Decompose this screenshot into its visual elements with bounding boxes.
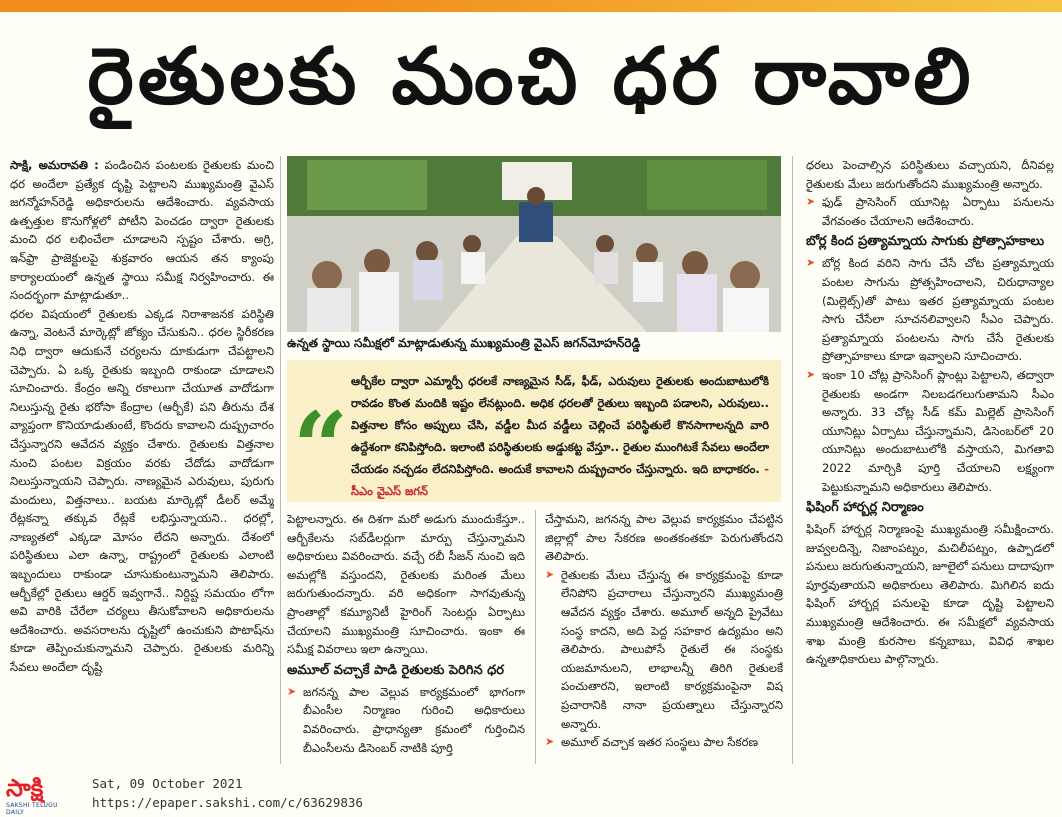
column-divider [792, 156, 793, 764]
footer [0, 768, 1062, 817]
pull-quote-text [351, 370, 769, 502]
column-divider [280, 156, 281, 764]
bullet-item: ➤ అమూల్ వచ్చాక ఇతర సంస్థలు పాల సేకరణ [545, 733, 783, 752]
bullet-item: ➤ ఫుడ్ ప్రాసెసింగ్ యూనిట్ల ఏర్పాటు పనులను వేగవంతం చేయాలని ఆదేశించారు. [806, 193, 1054, 230]
pull-quote-box [287, 360, 781, 502]
bullet-item: ➤ ఇంకా 10 చోట్ల ప్రాసెసింగ్ ప్లాంట్లు పెట్టాలని, తద్వారా రైతులకు అండగా నిలబడగలుగుతామని సీఎం అన్నారు. 33 చోట్ల సీడ్ కమ్ మిల్లెట్ ప్రాసెసింగ్ యూనిట్లు ఏర్పాటు చేస్తున్నామని, డిసెంబర్‌లో 20 యూనిట్లు అందుబాటులోకి వస్తాయని, మిగతావి 2022 మార్చికి పూర్తి చేయాలని లక్ష్యంగా పెట్టుకున్నామని అధికారులు తెలిపారు. [806, 366, 1054, 496]
article-column-4 [806, 156, 1054, 764]
subheading-amul: అమూల్ వచ్చాకే పాడి రైతులకు పెరిగిన ధర [287, 662, 504, 678]
sakshi-logo [6, 774, 64, 816]
column2-paragraph: పెట్టాలన్నారు. ఈ దిశగా మరో అడుగు ముందుకేస్తూ.. ఆర్బీకేలను సబ్‌డీలర్లుగా మార్పు చేస్తున్నామని అధికారులు వివరించారు. వచ్చే రబీ సీజన్ నుంచి ఇది అమల్లోకి వస్తుందని, రైతులకు మరింత మేలు జరుగుతుందన్నారు. వరి అధికంగా సాగవుతున్న ప్రాంతాల్లో కమ్యూనిటీ హైరింగ్ సెంటర్లు ఏర్పాటు చేయాలని ముఖ్యమంత్రి సూచించారు. ఇంకా ఈ సమీక్ష వివరాలు ఇలా ఉన్నాయి. [287, 512, 525, 657]
headline: రైతులకు మంచి ధర రావాలి [87, 32, 975, 122]
column4-paragraph: ఫిషింగ్ హార్బర్ల నిర్మాణంపై ముఖ్యమంత్రి సమీక్షించారు. జువ్వలదిన్నె, నిజాంపట్నం, మచిలీపట్నం, ఉప్పాడలో పనులు జరుగుతున్నాయని, జూలైలో పనులు దాదాపుగా పూర్తవుతాయని అధికారులు తెలిపారు. మిగిలిన ఐదు ఫిషింగ్ హార్బర్ల పనులపై కూడా దృష్టి పెట్టాలని ముఖ్యమంత్రి ఆదేశించారు. ఈ సమీక్షలో వ్యవసాయ శాఖ మంత్రి కురసాల కన్నబాబు, వివిధ శాఖల ఉన్నతాధికారులు పాల్గొన్నారు. [806, 522, 1054, 667]
subheading-fishing-harbours: ఫిషింగ్ హార్బర్ల నిర్మాణం [806, 500, 924, 516]
quote-text: ఆర్బీకేల ద్వారా ఎమ్మార్పీ ధరలకే నాణ్యమైన సీడ్, ఫీడ్, ఎరువులు రైతులకు అందుబాటులోకి రావడం కొంత మందికి ఇష్టం లేనట్లుంది. అధిక ధరలతో రైతులు ఇబ్బంది పడాలని, ఎరువులు.. విత్తనాల కోసం అప్పులు చేసి, వడ్డీల మీద వడ్డీలు చెల్లించే పరిస్థితులే కొనసాగాలన్నది వారి ఉద్దేశంగా కనిపిస్తోంది. ఇలాంటి పరిస్థితులకు అడ్డుకట్ట వేస్తూ.. రైతుల ముంగిటకే సేవలు అందేలా చేయడం నచ్చడం లేదనిపిస్తోంది. అందుకే కావాలని దుష్ప్రచారం చేస్తున్నారు. ఇది బాధాకరం. [351, 374, 769, 476]
article-column-3 [545, 510, 783, 764]
article-column-1 [10, 156, 274, 764]
subheading-alternative-crops: బోర్ల కింద ప్రత్యామ్నాయ సాగుకు ప్రోత్సాహకాలు [806, 234, 1045, 250]
meeting-photo [287, 156, 781, 332]
dateline: సాక్షి, అమరావతి : [10, 158, 99, 172]
article-lead [10, 156, 274, 305]
epaper-link[interactable]: https://epaper.sakshi.com/c/63629836 [92, 795, 363, 810]
photo-caption: ఉన్నత స్థాయి సమీక్షలో మాట్లాడుతున్న ముఖ్యమంత్రి వైఎస్ జగన్‌మోహన్‌రెడ్డి [287, 336, 641, 350]
column1-paragraph: పండించిన పంటలకు రైతులకు మంచి ధర అందేలా ప్రత్యేక దృష్టి పెట్టాలని ముఖ్యమంత్రి వైఎస్ జగన్మోహన్‌రెడ్డి అధికారులను ఆదేశించారు. వ్యవసాయ ఉత్పత్తుల కొనుగోళ్లలో పోటీని పెంచడం ద్వారా రైతులకు మంచి ధర లభించేలా చూడాలని స్పష్టం చేశారు. అగ్రి, ఇన్‌ఫ్రా ప్రాజెక్టులపై శుక్రవారం ఆయన తన క్యాంపు కార్యాలయంలో ఉన్నత స్థాయి సమీక్ష నిర్వహించారు. ఈ సందర్భంగా మాట్లాడుతూ.. [10, 158, 274, 303]
quote-source: - సీఎం వైఎస్ జగన్ [351, 462, 769, 498]
column-divider [535, 510, 536, 764]
column4-intro: ధరలు పెంచాల్సిన పరిస్థితులు వచ్చాయని, దీనివల్ల రైతులకు మేలు జరుగుతోందని ముఖ్యమంత్రి అన్నారు. [806, 158, 1054, 191]
bullet-item: ➤ రైతులకు మేలు చేస్తున్న ఈ కార్యక్రమంపై కూడా లేనిపోని ప్రచారాలు చేస్తున్నారని ముఖ్యమంత్రి ఆవేదన వ్యక్తం చేశారు. అమూల్ అన్నది ప్రైవేటు సంస్థ కాదని, అది పెద్ద సహకార ఉద్యమం అని తెలిపారు. పాలుపోసే రైతులే ఈ సంస్థకు యజమానులని, లాభాలన్నీ తిరిగి రైతులకే పంచుతారని, ఇలాంటి కార్యక్రమంపైనా విష ప్రచారానికి నానా ప్రయత్నాలు చేస్తున్నారని అన్నారు. [545, 566, 783, 733]
top-color-bar [0, 0, 1062, 12]
column3-paragraph: చేస్తామని, జగనన్న పాల వెల్లువ కార్యక్రమం చేపట్టిన జిల్లాల్లో పాల సేకరణ అంతకంతకూ పెరుగుతోందని తెలిపారు. [545, 512, 783, 564]
bullet-item: ➤ జగనన్న పాల వెల్లువ కార్యక్రమంలో భాగంగా బీఎంసీల నిర్మాణం గురించి అధికారులు వివరించారు. ప్రాధాన్యతా క్రమంలో గుర్తించిన బీఎంసీలను డిసెంబర్ నాటికి పూర్తి [287, 683, 525, 757]
column1-paragraph: ధరల విషయంలో రైతులకు ఎక్కడ నిరాశాజనక పరిస్థితి ఉన్నా, వెంటనే మార్కెట్లో జోక్యం చేసుకుని.. ధరల స్థిరీకరణ నిధి ద్వారా ఆదుకునే చర్యలను దూకుడుగా చేపట్టాలని చెప్పారు. ఏ ఒక్క రైతుకు ఇబ్బంది రాకుండా చూడాలని సూచించారు. కేంద్రం అన్ని రకాలుగా చేయూత వాదోడుగా నిలుస్తున్న రైతు భరోసా కేంద్రాల (ఆర్బీకే) పని తీరును దేశ వ్యాప్తంగా కొనియాడుతుంటే, కొందరు కావాలని దుష్ప్రచారం చేస్తున్నారని ఆవేదన వ్యక్తం చేశారు. రైతులకు విత్తనాల నుంచి పంటల విక్రయం వరకు చేదోడు వాదోడుగా నిలుస్తున్నాయని చెప్పారు. నాణ్యమైన ఎరువులు, పురుగు మందులు, విత్తనాలు.. బయట మార్కెట్లో డీలర్ అమ్మే రేట్లకన్నా తక్కువ రేట్లకే లభిస్తున్నాయని.. ధరల్లో, నాణ్యతలో ఎక్కడా మోసం లేదని అన్నారు. దేశంలో పరిస్థితులు ఎలా ఉన్నా, రాష్ట్రంలో రైతులకు ఎలాంటి ఇబ్బందులు రాకుండా చూసుకుంటున్నామని తెలిపారు. ఆర్బీకేల్లో రైతులు ఆర్డర్ ఇవ్వగానే.. నిర్దిష్ట సమయం లోగా అవి వారికి చేరేలా చర్యలు తీసుకోవాలని అధికారులను ఆదేశించారు. అవసరాలను దృష్టిలో ఉంచుకుని పొటాష్‌ను కూడా తెప్పించుకున్నామని చెప్పారు. రైతులకు మరిన్ని సేవలు అందేలా దృష్టి [10, 306, 274, 675]
quote-mark-icon: “ [293, 391, 349, 504]
article-column-2 [287, 510, 525, 764]
meeting-photo-image [287, 156, 781, 332]
bullet-item: ➤ బోర్ల కింద వరిని సాగు చేసే చోట ప్రత్యామ్నాయ పంటల సాగును ప్రోత్సహించాలని, చిరుధాన్యాల (మిల్లెట్స్)తో పాటు ఇతర ప్రత్యామ్నాయ పంటల సాగు చేసేలా సూచనలివ్వాలని సీఎం చెప్పారు. ప్రత్యామ్నాయ పంటలను సాగు చేసే రైతులకు ప్రోత్సాహకాలు కూడా ఇవ్వాలని సూచించారు. [806, 254, 1054, 366]
logo-mark: సాక్షి [6, 774, 44, 802]
edition-date: Sat, 09 October 2021 [92, 776, 243, 791]
logo-tagline: SAKSHI TELUGU DAILY [6, 802, 58, 816]
